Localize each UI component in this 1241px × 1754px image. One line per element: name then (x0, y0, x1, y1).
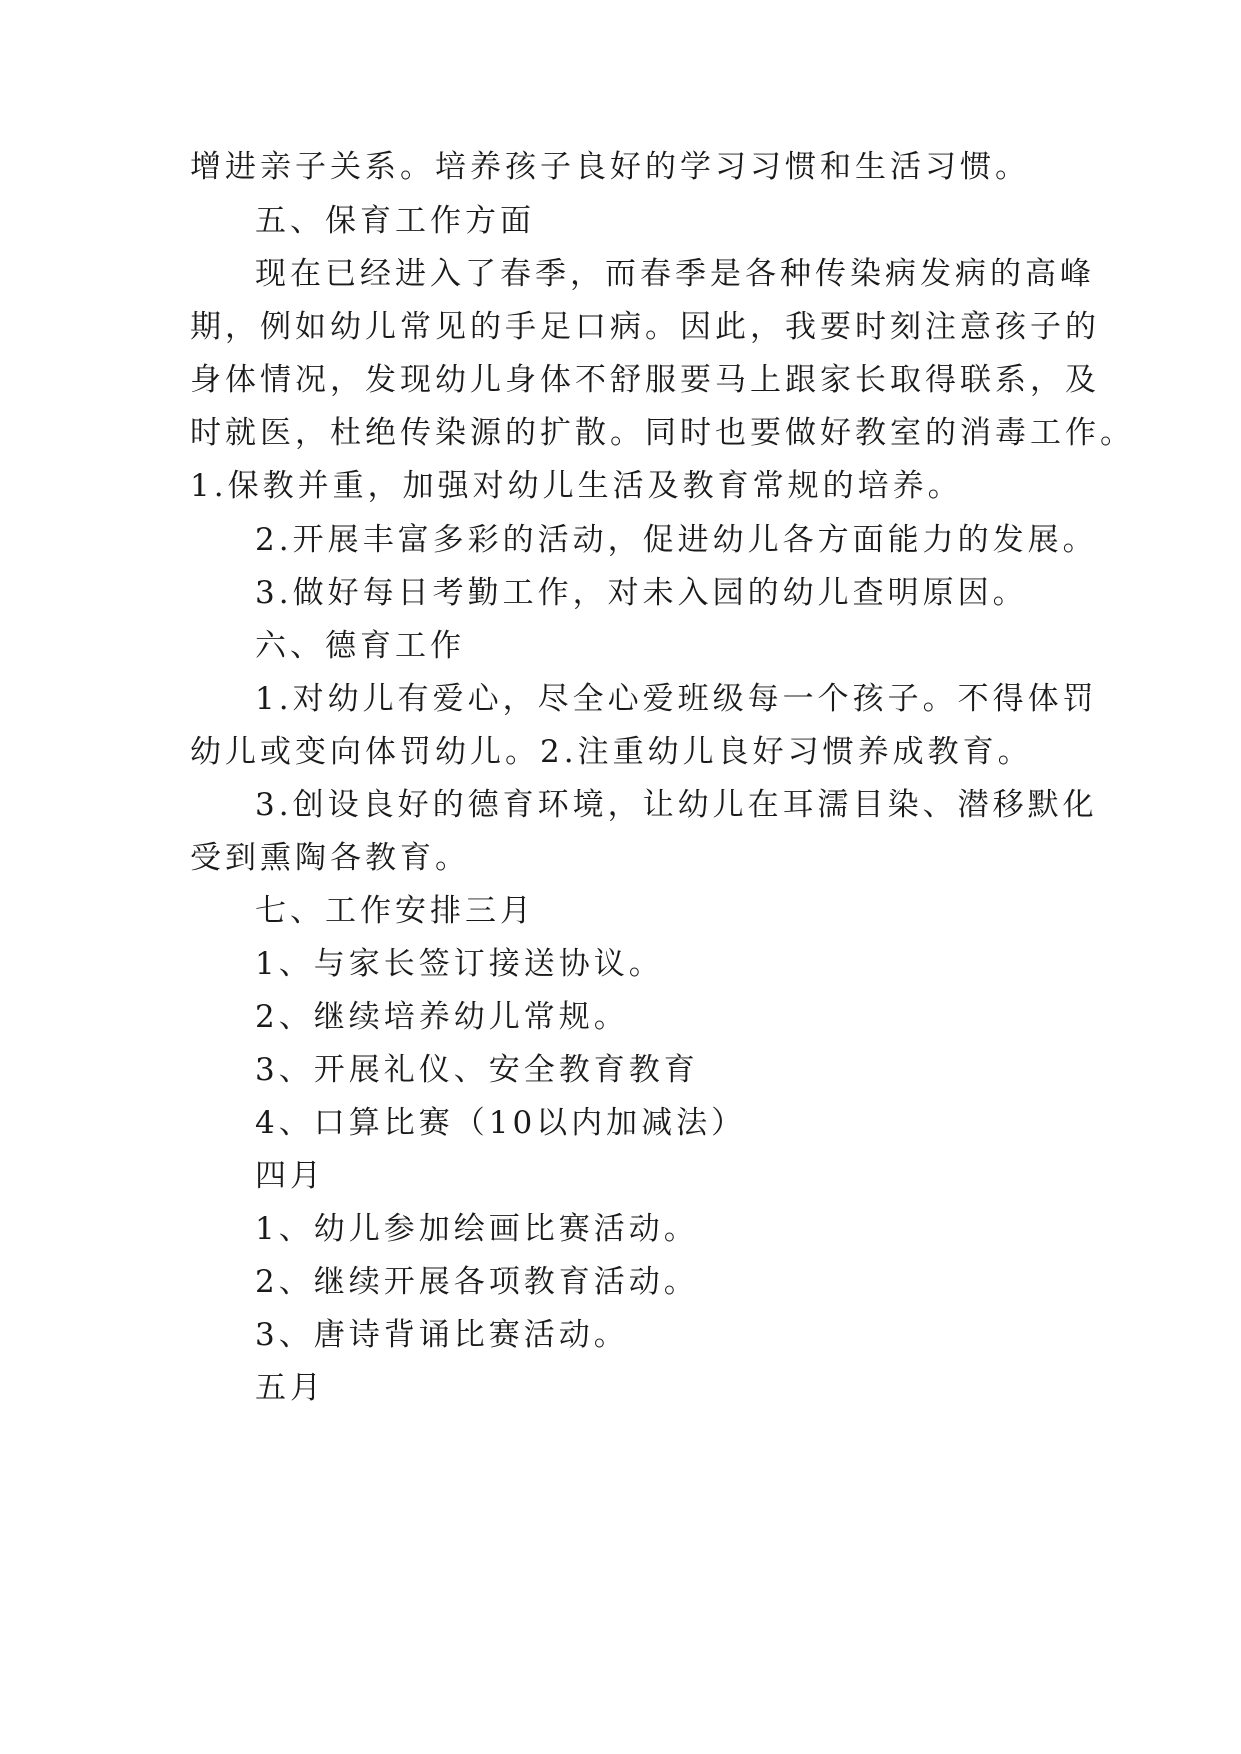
list-item: 3.创设良好的德育环境，让幼儿在耳濡目染、潜移默化 (255, 787, 1098, 823)
list-item: 2、继续培养幼儿常规。 (255, 999, 629, 1035)
list-item: 4、口算比赛（10以内加减法） (255, 1105, 747, 1141)
month-heading-april: 四月 (255, 1158, 325, 1194)
section-heading-6: 六、德育工作 (255, 628, 465, 664)
paragraph-line: 身体情况，发现幼儿身体不舒服要马上跟家长取得联系，及 (190, 362, 1100, 398)
list-item: 2.开展丰富多彩的活动，促进幼儿各方面能力的发展。 (255, 522, 1098, 558)
list-item: 3.做好每日考勤工作，对未入园的幼儿查明原因。 (255, 575, 1028, 611)
month-heading-may: 五月 (255, 1370, 325, 1406)
list-item: 1、与家长签订接送协议。 (255, 946, 664, 982)
paragraph-line: 受到熏陶各教育。 (190, 840, 470, 876)
list-item: 1.对幼儿有爱心，尽全心爱班级每一个孩子。不得体罚 (255, 681, 1098, 717)
list-item: 3、开展礼仪、安全教育教育 (255, 1052, 699, 1088)
paragraph-line: 增进亲子关系。培养孩子良好的学习习惯和生活习惯。 (190, 149, 1030, 185)
list-item: 1.保教并重，加强对幼儿生活及教育常规的培养。 (190, 468, 963, 504)
list-item: 2、继续开展各项教育活动。 (255, 1264, 699, 1300)
paragraph-line: 期，例如幼儿常见的手足口病。因此，我要时刻注意孩子的 (190, 309, 1100, 345)
list-item: 1、幼儿参加绘画比赛活动。 (255, 1211, 699, 1247)
list-item: 3、唐诗背诵比赛活动。 (255, 1317, 629, 1353)
section-heading-7: 七、工作安排三月 (255, 893, 535, 929)
section-heading-5: 五、保育工作方面 (255, 203, 535, 239)
paragraph-line: 时就医，杜绝传染源的扩散。同时也要做好教室的消毒工作。 (190, 415, 1135, 451)
paragraph-line: 幼儿或变向体罚幼儿。2.注重幼儿良好习惯养成教育。 (190, 734, 1033, 770)
paragraph-line: 现在已经进入了春季，而春季是各种传染病发病的高峰 (255, 256, 1095, 292)
